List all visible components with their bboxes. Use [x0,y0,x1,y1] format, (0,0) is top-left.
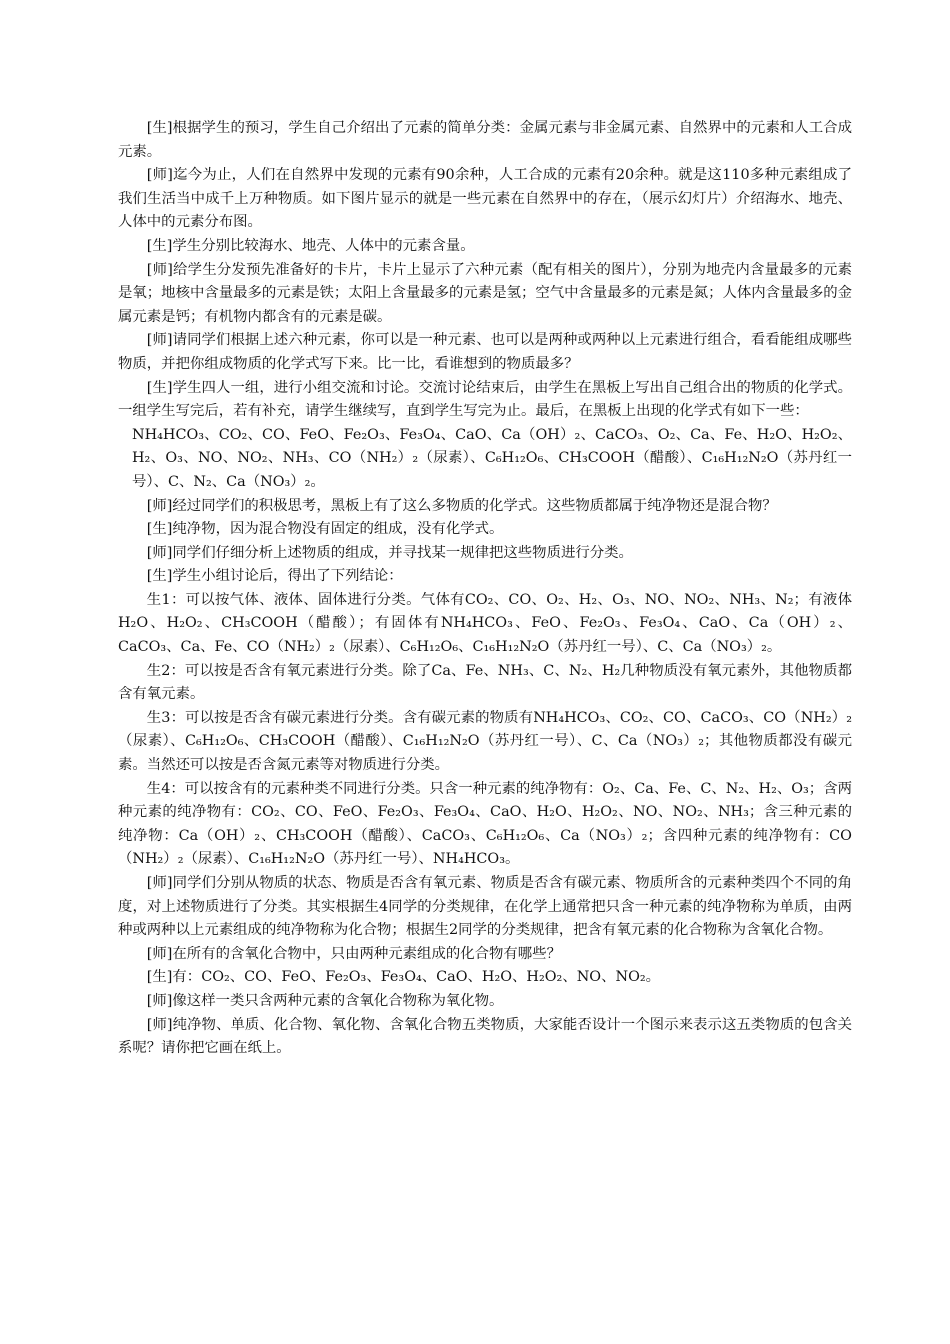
paragraph: [师]迄今为止，人们在自然界中发现的元素有90余种，人工合成的元素有20余种。就是这110多种元素组成了我们生活当中成千上万种物质。如下图片显示的就是一些元素在自然界中的存在，（展示幻灯片）介绍海水、地壳、人体中的元素分布图。 [118,167,852,231]
paragraph: 生2：可以按是否含有氧元素进行分类。除了Ca、Fe、NH₃、C、N₂、H₂几种物质没有氧元素外，其他物质都含有氧元素。 [118,662,852,703]
formula-list: NH₄HCO₃、CO₂、CO、FeO、Fe₂O₃、Fe₃O₄、CaO、Ca（OH）₂、CaCO₃、O₂、Ca、Fe、H₂O、H₂O₂、H₂、O₃、NO、NO₂、NH₃、CO（NH₂）₂（尿素）、C₆H₁₂O₆、CH₃COOH（醋酸）、C₁₆H₁₂N₂O（苏丹红一号）、C、N₂、Ca（NO₃）₂。 [132,426,852,490]
paragraph: [生]学生四人一组，进行小组交流和讨论。交流讨论结束后，由学生在黑板上写出自己组合出的物质的化学式。一组学生写完后，若有补充，请学生继续写，直到学生写完为止。最后，在黑板上出现的化学式有如下一些： [118,379,852,420]
paragraph: [师]经过同学们的积极思考，黑板上有了这么多物质的化学式。这些物质都属于纯净物还是混合物？ [146,497,777,514]
paragraph: [师]请同学们根据上述六种元素，你可以是一种元素、也可以是两种或两种以上元素进行组合，看看能组成哪些物质，并把你组成物质的化学式写下来。比一比，看谁想到的物质最多？ [118,332,852,372]
paragraph: [师]同学们仔细分析上述物质的组成，并寻找某一规律把这些物质进行分类。 [146,544,633,561]
paragraph: [生]有：CO₂、CO、FeO、Fe₂O₃、Fe₃O₄、CaO、H₂O、H₂O₂、NO、NO₂。 [146,969,661,986]
paragraph: [生]根据学生的预习，学生自己介绍出了元素的简单分类：金属元素与非金属元素、自然界中的元素和人工合成元素。 [118,120,852,160]
paragraph: [生]纯净物，因为混合物没有固定的组成，没有化学式。 [146,521,504,538]
paragraph: 生4：可以按含有的元素种类不同进行分类。只含一种元素的纯净物有：O₂、Ca、Fe、C、N₂、H₂、O₃；含两种元素的纯净物有：CO₂、CO、FeO、Fe₂O₃、Fe₃O₄、CaO、H₂O、H₂O₂、NO、NO₂、NH₃；含三种元素的纯净物：Ca（OH）₂、CH₃COOH（醋酸）、CaCO₃、C₆H₁₂O₆、Ca（NO₃）₂；含四种元素的纯净物有：CO（NH₂）₂（尿素）、C₁₆H₁₂N₂O（苏丹红一号）、NH₄HCO₃。 [118,780,852,868]
paragraph: [师]在所有的含氧化合物中，只由两种元素组成的化合物有哪些？ [146,945,561,962]
paragraph: 生3：可以按是否含有碳元素进行分类。含有碳元素的物质有NH₄HCO₃、CO₂、CO、CaCO₃、CO（NH₂）₂（尿素）、C₆H₁₂O₆、CH₃COOH（醋酸）、C₁₆H₁₂N₂O（苏丹红一号）、C、Ca（NO₃）₂；其他物质都没有碳元素。当然还可以按是否含氮元素等对物质进行分类。 [118,709,852,774]
paragraph: [生]学生分别比较海水、地壳、人体中的元素含量。 [146,237,475,254]
paragraph: [师]纯净物、单质、化合物、氧化物、含氧化合物五类物质，大家能否设计一个图示来表示这五类物质的包含关系呢？请你把它画在纸上。 [118,1016,852,1057]
paragraph: [生]学生小组讨论后，得出了下列结论： [146,568,403,585]
document-body [118,117,852,1061]
paragraph: [师]给学生分发预先准备好的卡片，卡片上显示了六种元素（配有相关的图片），分别为地壳内含量最多的元素是氧；地核中含量最多的元素是铁；太阳上含量最多的元素是氢；空气中含量最多的元素是氮；人体内含量最多的金属元素是钙；有机物内都含有的元素是碳。 [118,261,852,325]
paragraph: 生1：可以按气体、液体、固体进行分类。气体有CO₂、CO、O₂、H₂、O₃、NO、NO₂、NH₃、N₂；有液体H₂O、H₂O₂、CH₃COOH（醋酸）；有固体有NH₄HCO₃、FeO、Fe₂O₃、Fe₃O₄、CaO、Ca（OH）₂、CaCO₃、Ca、Fe、CO（NH₂）₂（尿素）、C₆H₁₂O₆、C₁₆H₁₂N₂O（苏丹红一号）、C、Ca（NO₃）₂。 [118,591,852,656]
paragraph: [师]同学们分别从物质的状态、物质是否含有氧元素、物质是否含有碳元素、物质所含的元素种类四个不同的角度，对上述物质进行了分类。其实根据生4同学的分类规律，在化学上通常把只含一种元素的纯净物称为单质，由两种或两种以上元素组成的纯净物称为化合物；根据生2同学的分类规律，把含有氧元素的化合物称为含氧化合物。 [118,875,852,939]
paragraph: [师]像这样一类只含两种元素的含氧化合物称为氧化物。 [146,992,504,1009]
